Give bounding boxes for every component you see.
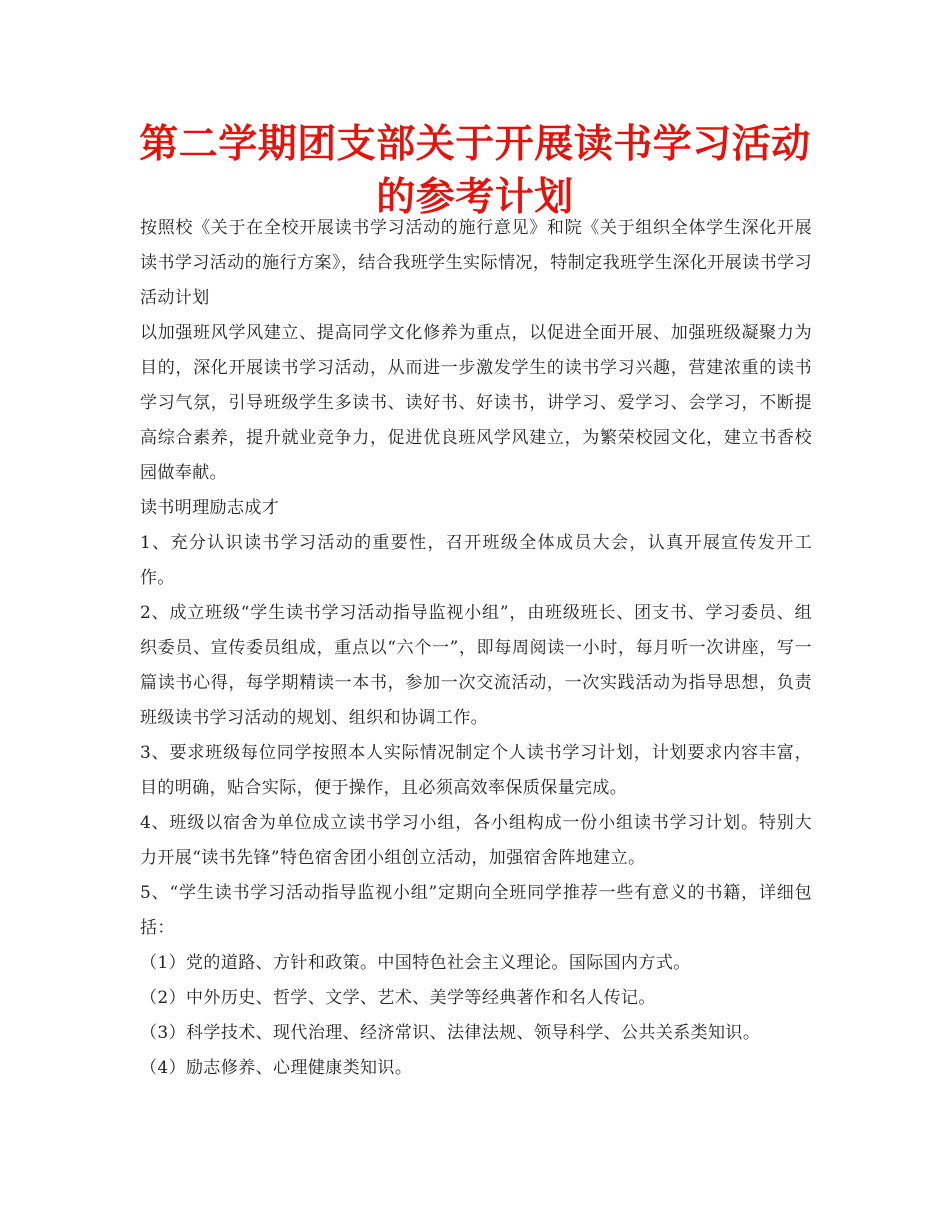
document-body <box>140 211 812 1086</box>
theme-line: 读书明理励志成才 <box>140 498 280 518</box>
sub-item-1: （1）党的道路、方针和政策。中国特色社会主义理论。国际国内方式。 <box>140 953 691 973</box>
intro-paragraph: 按照校《关于在全校开展读书学习活动的施行意见》和院《关于组织全体学生深化开展读书学习活动的施行方案》，结合我班学生实际情况，特制定我班学生深化开展读书学习活动计划 <box>140 218 812 308</box>
page-title: 第二学期团支部关于开展读书学习活动的参考计划 <box>139 122 811 220</box>
goal-paragraph: 以加强班风学风建立、提高同学文化修养为重点，以促进全面开展、加强班级凝聚力为目的，深化开展读书学习活动，从而进一步激发学生的读书学习兴趣，营建浓重的读书学习气氛，引导班级学生多读书、读好书、好读书，讲学习、爱学习、会学习，不断提高综合素养，提升就业竞争力，促进优良班风学风建立，为繁荣校园文化，建立书香校园做奉献。 <box>140 323 812 483</box>
item-1-paragraph: 1、充分认识读书学习活动的重要性，召开班级全体成员大会，认真开展宣传发开工作。 <box>140 533 812 588</box>
sub-item-3: （3）科学技术、现代治理、经济常识、法律法规、领导科学、公共关系类知识。 <box>140 1023 761 1043</box>
item-3-paragraph: 3、要求班级每位同学按照本人实际情况制定个人读书学习计划，计划要求内容丰富，目的明确，贴合实际，便于操作，且必须高效率保质保量完成。 <box>140 743 812 798</box>
sub-item-4: （4）励志修养、心理健康类知识。 <box>140 1058 413 1078</box>
item-5-paragraph: 5、“学生读书学习活动指导监视小组”定期向全班同学推荐一些有意义的书籍，详细包括： <box>140 883 812 938</box>
sub-item-2: （2）中外历史、哲学、文学、艺术、美学等经典著作和名人传记。 <box>140 988 656 1008</box>
item-2-paragraph: 2、成立班级“学生读书学习活动指导监视小组”，由班级班长、团支书、学习委员、组织委员、宣传委员组成，重点以“六个一”，即每周阅读一小时，每月听一次讲座，写一篇读书心得，每学期精读一本书，参加一次交流活动，一次实践活动为指导思想，负责班级读书学习活动的规划、组织和协调工作。 <box>140 603 812 728</box>
item-4-paragraph: 4、班级以宿舍为单位成立读书学习小组，各小组构成一份小组读书学习计划。特别大力开展“读书先锋”特色宿舍团小组创立活动，加强宿舍阵地建立。 <box>140 813 812 868</box>
